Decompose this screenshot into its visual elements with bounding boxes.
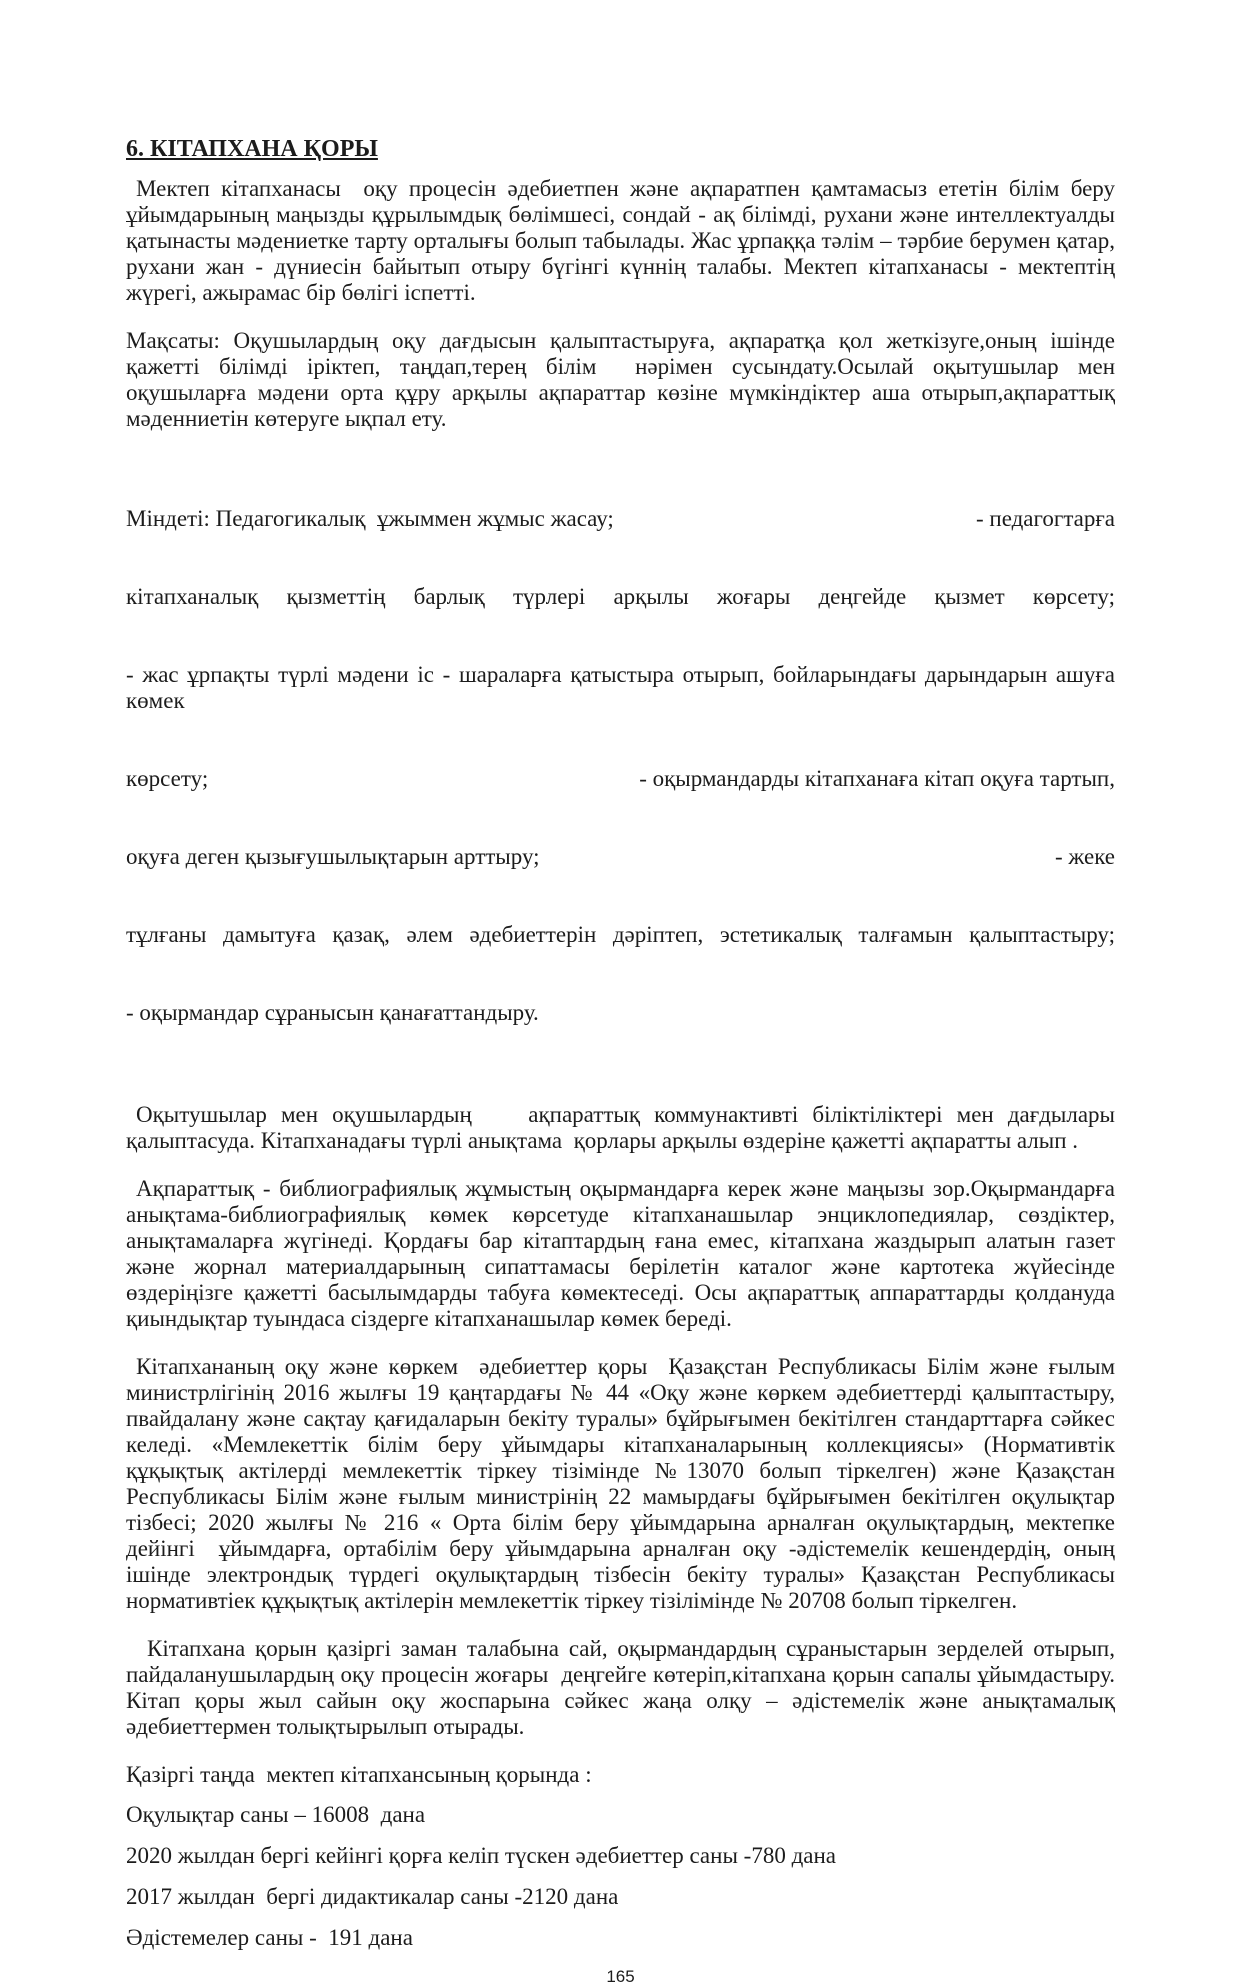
tasks-line: [126, 844, 1115, 870]
paragraph-teachers: Оқытушылар мен оқушылардың ақпараттық коммунактивті біліктіліктері мен дағдылары қалыптасуда. Кітапханадағы түрлі анықтама қорлары арқылы өздеріне қажетті ақпаратты алып .: [126, 1102, 1121, 1153]
tasks-line-left: Міндеті: Педагогикалық ұжыммен жұмыс жасау;: [126, 506, 614, 531]
paragraph-intro: Мектеп кітапханасы оқу процесін әдебиетпен және ақпаратпен қамтамасыз ететін білім беру ұйымдарының маңызды құрылымдық бөлімшесі, сондай - ақ білімді, рухани және интеллектуалды қатынасты мәдениетке тарту орталығы болып табылады. Жас ұрпаққа тәлім – тәрбие берумен қатар, рухани жан - дүниесін байытып отыру бүгінгі күннің талабы. Мектеп кітапханасы - мектептің жүрегі, ажырамас бір бөлігі іспетті.: [126, 176, 1121, 305]
page-title: 6. КІТАПХАНА ҚОРЫ: [126, 136, 378, 162]
tasks-line-right: - педагогтарға: [975, 506, 1115, 531]
paragraph-fund-standards: Кітапхананың оқу және көркем әдебиеттер қоры Қазақстан Республикасы Білім және ғылым министрлігінің 2016 жылғы 19 қаңтардағы № 44 «Оқу және көркем әдебиеттерді қалыптастыру, пвайдалану және сақтау қағидаларын бекіту туралы» бұйрығымен бекітілген стандарттарға сәйкес келеді. «Мемлекеттік білім беру ұйымдары кітапханаларының коллекциясы» (Нормативтік құқықтық актілерді мемлекеттік тіркеу тізімінде №13070 болып тіркелген) және Қазақстан Республикасы Білім және ғылым министрінің 22 мамырдағы бұйрығымен бекітілген оқулықтар тізбесі; 2020 жылғы № 216 « Орта білім беру ұйымдарына арналған оқулықтардың, мектепке дейінгі ұйымдарға, ортабілім беру ұйымдарына арналған оқу -әдістемелік кешендердің, оның ішінде электрондық түрдегі оқулықтардың тізбесін бекіту туралы» Қазақстан Республикасы нормативтіек құқықтық актілерін мемлекеттік тіркеу тізілімінде № 20708 болып тіркелген.: [126, 1354, 1121, 1613]
tasks-line: - оқырмандар сұранысын қанағаттандыру.: [126, 1000, 539, 1025]
tasks-line: - жас ұрпақты түрлі мәдени іс - шараларға қатыстыра отырып, бойларындағы дарындарын ашуға көмек: [126, 662, 1121, 713]
tasks-line-right: - жеке: [1054, 844, 1115, 869]
tasks-line-left: көрсету;: [126, 766, 209, 791]
fund-item-methodicals: Әдістемелер саны - 191 дана: [126, 1925, 413, 1950]
current-fund-heading: Қазіргі таңда мектеп кітапхансының қорында :: [126, 1762, 592, 1787]
tasks-line-left: оқуға деген қызығушылықтарын арттыру;: [126, 844, 540, 869]
tasks-line: кітапханалық қызметтің барлық түрлері арқылы жоғары деңгейде қызмет көрсету;: [126, 584, 1115, 609]
paragraph-goal: Мақсаты: Оқушылардың оқу дағдысын қалыптастыруға, ақпаратқа қол жеткізуге,оның ішінде қажетті білімді іріктеп, таңдап,терең білім нәрімен сусындату.Осылай оқытушылар мен оқушыларға мәдени орта құру арқылы ақпараттар көзіне мүмкіндіктер аша отырып,ақпараттық мәденниетін көтеруге ықпал ету.: [126, 328, 1121, 431]
tasks-line: тұлғаны дамытуға қазақ, әлем әдебиеттерін дәріптеп, эстетикалық талғамын қалыптастыру;: [126, 922, 1115, 947]
tasks-line: [126, 506, 1115, 532]
paragraph-tasks: [126, 454, 1121, 1078]
tasks-line-right: - оқырмандарды кітапханаға кітап оқуға тартып,: [639, 766, 1115, 791]
fund-item-since-2017: 2017 жылдан бергі дидактикалар саны -2120 дана: [126, 1884, 619, 1909]
paragraph-bibliographic: Ақпараттық - библиографиялық жұмыстың оқырмандарға керек және маңызы зор.Оқырмандарға анықтама-библиографиялық көмек көрсетуде кітапханашылар энциклопедиялар, сөздіктер, анықтамаларға жүгінеді. Қордағы бар кітаптардың ғана емес, кітапхана жаздырып алатын газет және жорнал материалдарының сипаттамасы берілетін каталог және картотека жүйесінде өздеріңізге қажетті басылымдарды табуға көмектеседі. Осы ақпараттық аппараттарды қолдануда қиындықтар туындаса сіздерге кітапханашылар көмек береді.: [126, 1176, 1121, 1331]
fund-item-since-2020: 2020 жылдан бергі кейінгі қорға келіп түскен әдебиеттер саны -780 дана: [126, 1843, 836, 1868]
paragraph-fund-modern: Кітапхана қорын қазіргі заман талабына сай, оқырмандардың сұраныстарын зерделей отырып, пайдаланушылардың оқу процесін жоғары деңгейге көтеріп,кітапхана қорын сапалы ұйымдастыру. Кітап қоры жыл сайын оқу жоспарына сәйкес жаңа олқу – әдістемелік және анықтамалық әдебиеттермен толықтырылып отырады.: [126, 1636, 1121, 1739]
tasks-line: [126, 766, 1115, 792]
page-number: 165: [606, 1967, 635, 1986]
fund-item-textbooks: Оқулықтар саны – 16008 дана: [126, 1802, 426, 1827]
